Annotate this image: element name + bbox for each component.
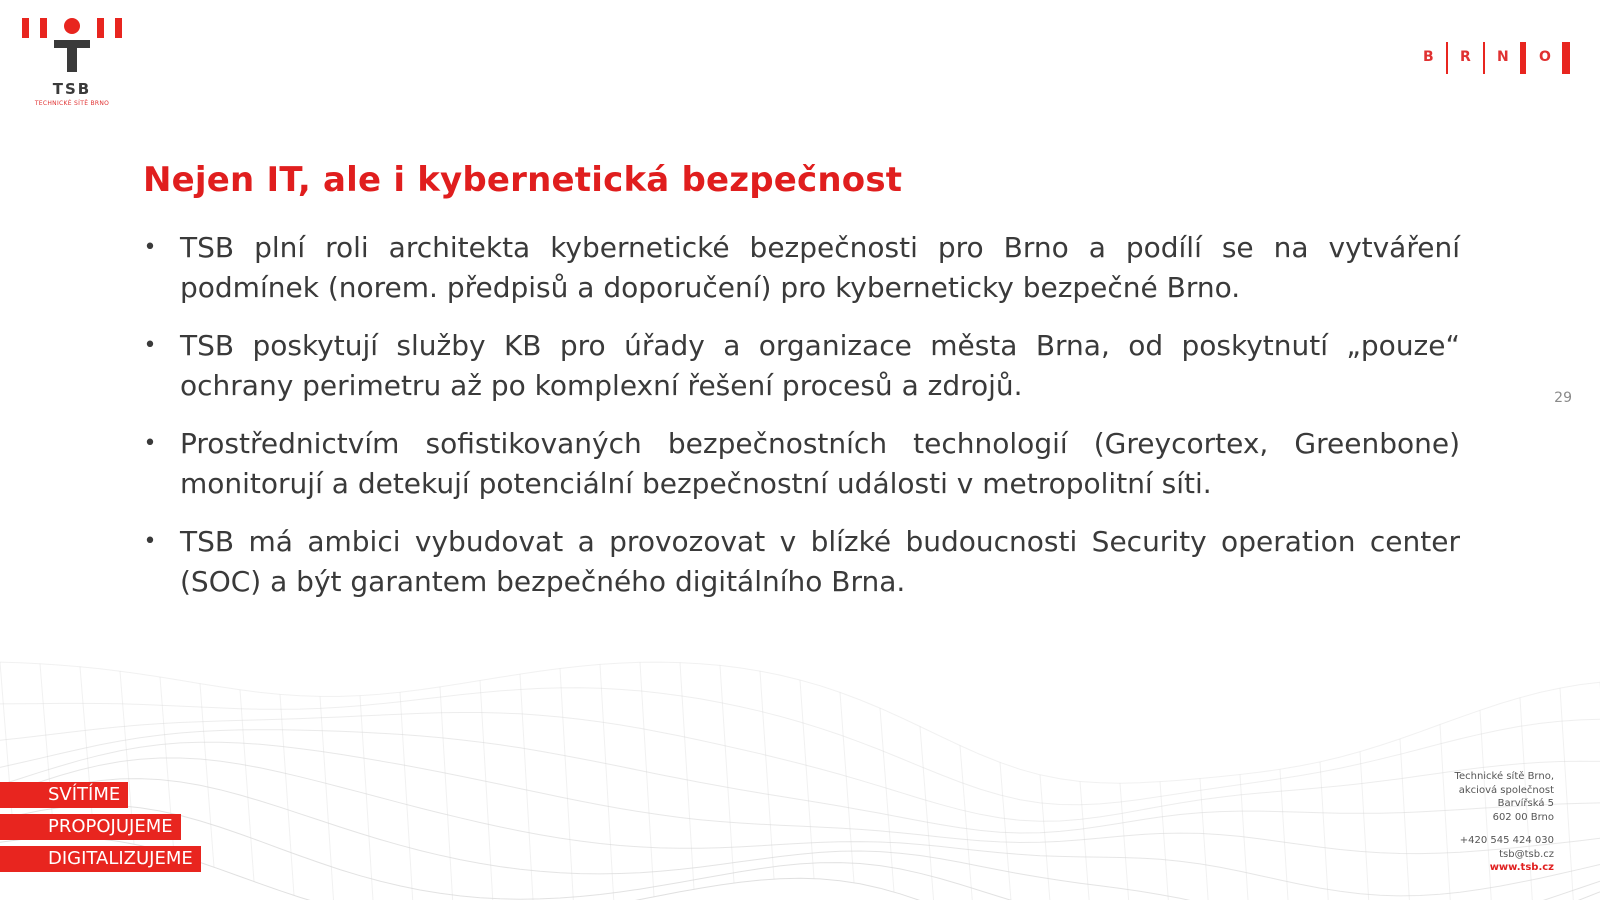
contact-block (1455, 770, 1554, 875)
contact-website-link[interactable]: www.tsb.cz (1489, 862, 1554, 873)
bullet-item (140, 424, 1460, 504)
brno-letter-r: R (1460, 49, 1471, 65)
logo-name: TSB (52, 80, 92, 98)
tsb-logo (22, 16, 122, 107)
bullet-text: TSB má ambici vybudovat a provozovat v blízké budoucnosti Security operation center (SOC) a být garantem bezpečného digitálního Brna. (180, 525, 1460, 598)
bullet-text: TSB poskytují služby KB pro úřady a organizace města Brna, od poskytnutí „pouze“ ochrany perimetru až po komplexní řešení procesů a zdrojů. (180, 329, 1460, 402)
contact-email[interactable]: tsb@tsb.cz (1499, 848, 1554, 860)
tsb-logo-mark (22, 16, 122, 76)
contact-city: 602 00 Brno (1492, 811, 1554, 823)
brno-logo (1422, 40, 1572, 76)
brno-letter-b: B (1423, 49, 1434, 65)
bullet-dot-icon: • (143, 235, 157, 260)
bullet-item (140, 228, 1460, 308)
bullet-item (140, 326, 1460, 406)
brno-letter-o: O (1539, 49, 1551, 65)
bullet-dot-icon: • (143, 333, 157, 358)
contact-phone: +420 545 424 030 (1459, 835, 1554, 846)
bullet-dot-icon: • (143, 431, 157, 456)
bullet-text: TSB plní roli architekta kybernetické bezpečnosti pro Brno a podílí se na vytváření podmínek (norem. předpisů a doporučení) pro kyberneticky bezpečné Brno. (180, 231, 1460, 304)
logo-subtitle: TECHNICKÉ SÍTĚ BRNO (34, 100, 110, 107)
page-number: 29 (1554, 390, 1572, 406)
brno-letter-n: N (1497, 49, 1509, 65)
slogan-svitime: SVÍTÍME (0, 782, 128, 808)
slogan-digitalizujeme: DIGITALIZUJEME (0, 846, 201, 872)
bullet-text: Prostřednictvím sofistikovaných bezpečnostních technologií (Greycortex, Greenbone) monitorují a detekují potenciální bezpečnostní události v metropolitní síti. (180, 427, 1460, 500)
slogan-block (0, 782, 201, 878)
slide-title: Nejen IT, ale i kybernetická bezpečnost (143, 160, 903, 200)
slogan-propojujeme: PROPOJUJEME (0, 814, 181, 840)
bullet-list (140, 228, 1460, 620)
contact-company: Technické sítě Brno, (1454, 771, 1554, 782)
bullet-item (140, 522, 1460, 602)
contact-street: Barvířská 5 (1497, 798, 1554, 809)
contact-company-type: akciová společnost (1458, 784, 1554, 796)
bullet-dot-icon: • (143, 529, 157, 554)
